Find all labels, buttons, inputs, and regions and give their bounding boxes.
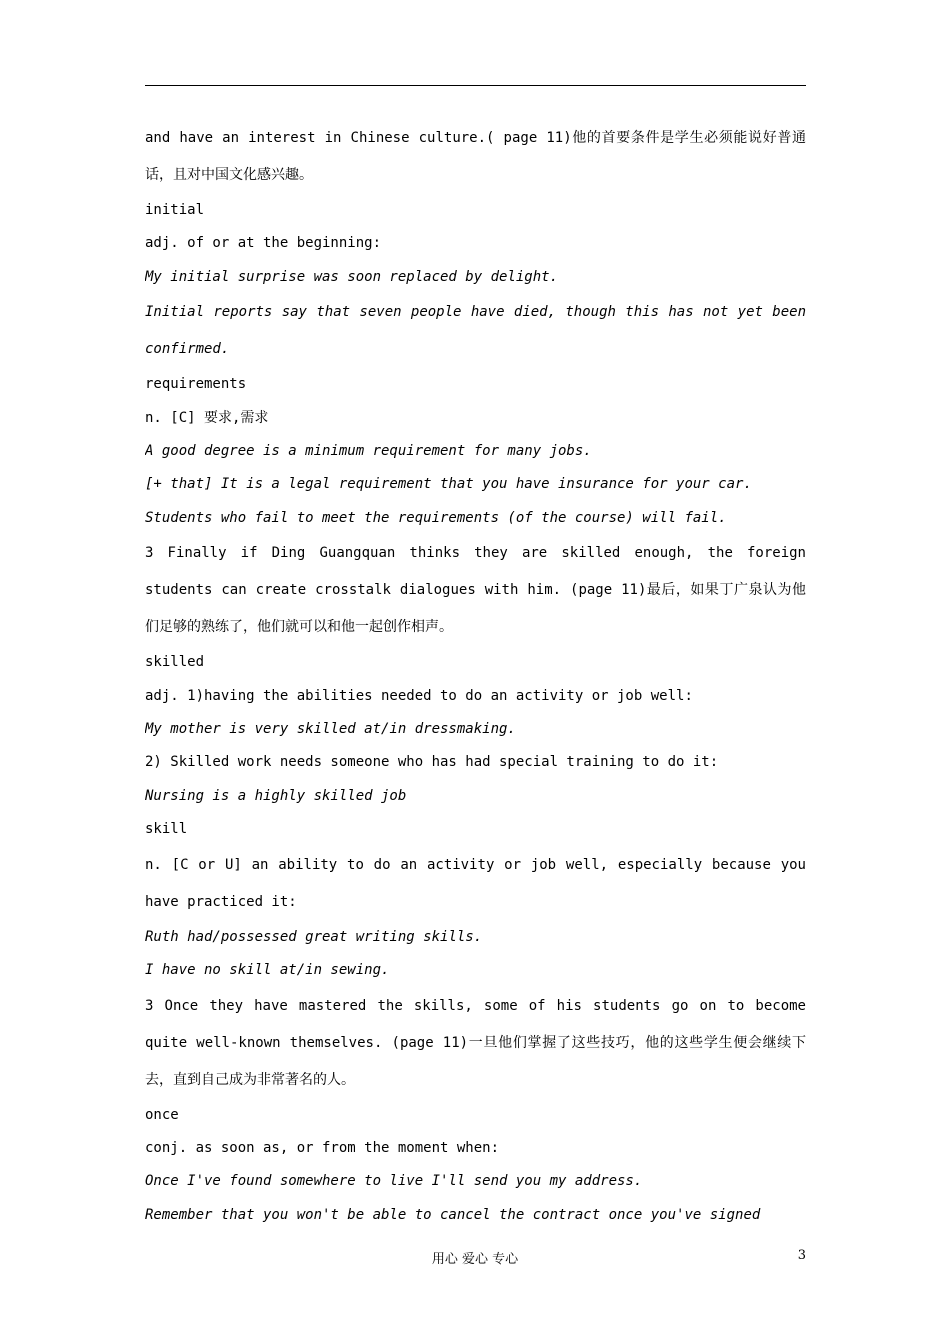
text-line: adj. 1)having the abilities needed to do an activity or job well:	[145, 687, 693, 704]
text-line: once	[145, 1106, 179, 1123]
text-line: requirements	[145, 376, 247, 393]
header-rule	[145, 85, 806, 86]
text-line: n. [C or U] an ability to do an activity or job well, especially because you have practiced it:	[145, 856, 806, 910]
example-sentence: I have no skill at/in sewing.	[145, 962, 390, 979]
example-sentence: A good degree is a minimum requirement for many jobs.	[145, 443, 592, 460]
text-line: 2) Skilled work needs someone who has had special training to do it:	[145, 754, 719, 771]
text-line: and have an interest in Chinese culture.( page 11)他的首要条件是学生必须能说好普通话，且对中国文化感兴趣。	[145, 130, 806, 183]
text-line: initial	[145, 202, 205, 218]
example-sentence: Initial reports say that seven people have died, though this has not yet been confirmed.	[145, 304, 806, 358]
text-line: n. [C] 要求,需求	[145, 409, 269, 426]
example-sentence: Ruth had/possessed great writing skills.	[145, 928, 483, 945]
example-sentence: My mother is very skilled at/in dressmaking.	[145, 721, 516, 738]
page-footer	[0, 1248, 950, 1268]
text-line: skilled	[145, 654, 205, 671]
text-line: adj. of or at the beginning:	[145, 235, 382, 252]
example-sentence: My initial surprise was soon replaced by delight.	[145, 268, 559, 285]
text-line: skill	[145, 821, 188, 838]
example-sentence: Once I've found somewhere to live I'll send you my address.	[145, 1173, 643, 1190]
page-number: 3	[797, 1248, 806, 1263]
example-sentence: [+ that] It is a legal requirement that you have insurance for your car.	[145, 476, 752, 493]
footer-motto: 用心 爱心 专心	[431, 1252, 519, 1267]
text-line: conj. as soon as, or from the moment when:	[145, 1139, 500, 1156]
example-sentence: Students who fail to meet the requirements (of the course) will fail.	[145, 509, 727, 526]
example-sentence: Remember that you won't be able to cancel the contract once you've signed	[145, 1206, 761, 1223]
example-sentence: Nursing is a highly skilled job	[145, 787, 407, 804]
text-line: 3 Finally if Ding Guangquan thinks they are skilled enough, the foreign students can create crosstalk dialogues with him. (page 11)最后，如果丁广泉认为他们足够的熟练了，他们就可以和他一起创作相声。	[145, 545, 806, 636]
document-body	[145, 120, 806, 1232]
text-line: 3 Once they have mastered the skills, some of his students go on to become quite well-known themselves. (page 11)一旦他们掌握了这些技巧，他的这些学生便会继续下去，直到自己成为非常著名的人。	[145, 997, 806, 1088]
